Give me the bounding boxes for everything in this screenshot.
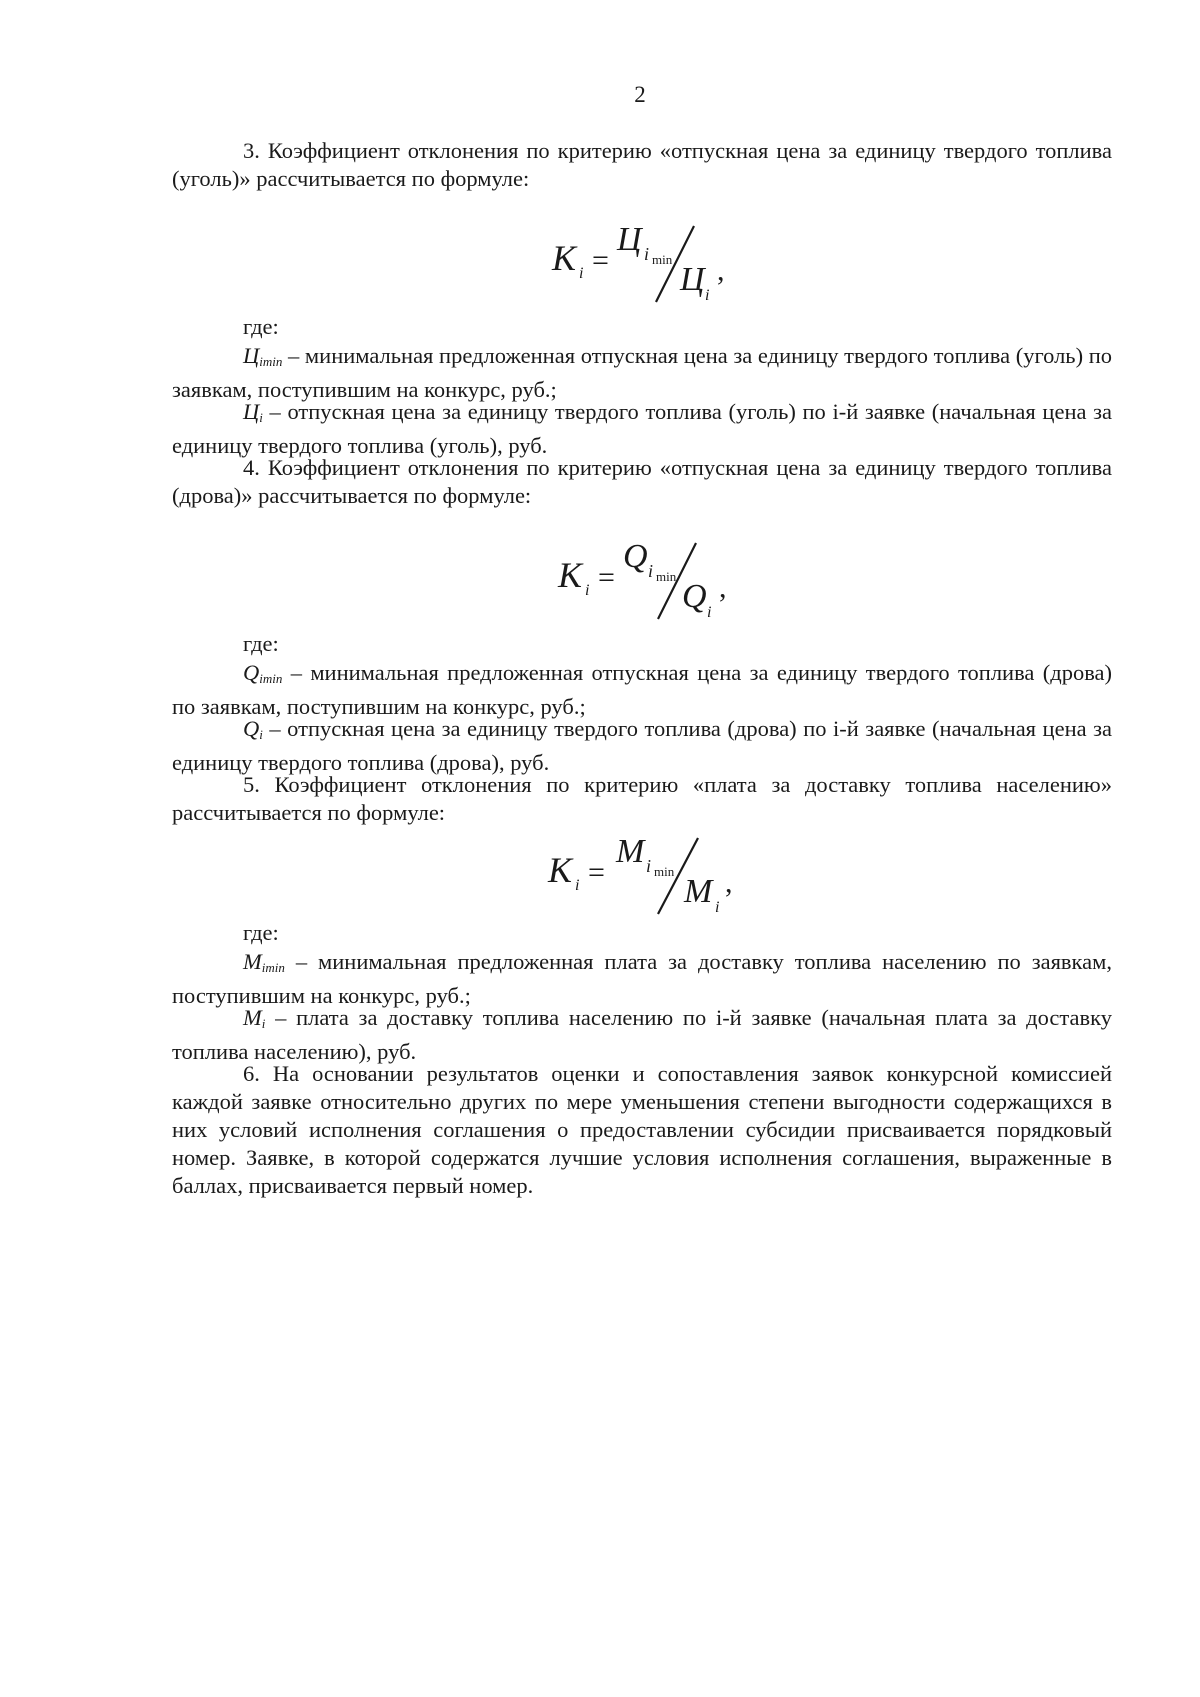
symbol: M [243, 1005, 262, 1030]
formula-lhs-sub: i [585, 582, 590, 599]
formula-lhs: К [552, 238, 576, 278]
item-5-def-2 [172, 1004, 1112, 1066]
symbol-sub: imin [259, 671, 283, 686]
page-number: 2 [634, 82, 646, 107]
formula-equals: = [598, 561, 615, 594]
formula-lhs: К [548, 850, 572, 890]
formula-denominator: Ц [680, 261, 705, 298]
symbol-sub: i [259, 410, 263, 425]
formula-num-sub: i [646, 856, 652, 876]
item-4-text: 4. Коэффициент отклонения по критерию «отпускная цена за единицу твердого топлива (дрова)» рассчитывается по формуле: [172, 455, 1112, 508]
symbol-sub: i [261, 1016, 266, 1031]
symbol-sub: i [259, 727, 263, 742]
formula-coal [552, 218, 752, 318]
definition-text: – минимальная предложенная отпускная цена за единицу твердого топлива (уголь) по заявкам, поступившим на конкурс, руб.; [172, 343, 1112, 402]
definition-text: – минимальная предложенная плата за доставку топлива населению по заявкам, поступившим на конкурс, руб.; [172, 949, 1112, 1008]
formula-numerator: Q [623, 538, 648, 575]
formula-den-sub: i [705, 287, 710, 304]
formula-equals: = [592, 244, 609, 277]
item-3-def-2 [172, 398, 1112, 460]
formula-numerator: Ц [617, 221, 642, 258]
definition-text: – минимальная предложенная отпускная цена за единицу твердого топлива (дрова) по заявкам, поступившим на конкурс, руб.; [172, 660, 1112, 719]
formula-lhs-sub: i [575, 877, 580, 894]
formula-delivery [548, 830, 758, 930]
symbol: Q [243, 660, 260, 685]
formula-wood [558, 535, 758, 635]
symbol: M [243, 949, 262, 974]
formula-den-sub: i [707, 604, 712, 621]
formula-comma: , [725, 866, 733, 899]
item-5-text: 5. Коэффициент отклонения по критерию «плата за доставку топлива населению» рассчитывается по формуле: [172, 772, 1112, 825]
formula-num-sub: i [644, 244, 650, 264]
formula-comma: , [719, 571, 727, 604]
formula-lhs-sub: i [579, 265, 584, 282]
symbol: Ц [243, 343, 260, 368]
formula-denominator: Q [682, 578, 707, 615]
item-4-def-2 [172, 715, 1112, 777]
formula-den-sub: i [715, 899, 720, 916]
item-6-section [172, 1060, 1112, 1200]
symbol: Ц [243, 399, 260, 424]
formula-denominator: M [684, 873, 713, 910]
where-label: где: [243, 920, 279, 945]
item-4-section [172, 454, 1112, 510]
definition-text: – плата за доставку топлива населению по i-й заявке (начальная плата за доставку топлива населению), руб. [172, 1005, 1112, 1064]
item-5-def-1 [172, 948, 1112, 1010]
formula-comma: , [717, 254, 725, 287]
item-5-section [172, 771, 1112, 827]
symbol-sub: imin [259, 354, 283, 369]
where-label: где: [243, 631, 279, 656]
item-3-section [172, 137, 1112, 193]
item-3-def-1 [172, 342, 1112, 404]
formula-num-sub: i [648, 561, 654, 581]
formula-num-subsub: min [656, 569, 677, 584]
definition-text: – отпускная цена за единицу твердого топлива (дрова) по i-й заявке (начальная цена за единицу твердого топлива (дрова), руб. [172, 716, 1112, 775]
formula-lhs: К [558, 555, 582, 595]
item-4-def-1 [172, 659, 1112, 721]
item-3-text: 3. Коэффициент отклонения по критерию «отпускная цена за единицу твердого топлива (уголь)» рассчитывается по формуле: [172, 138, 1112, 191]
formula-equals: = [588, 856, 605, 889]
definition-text: – отпускная цена за единицу твердого топлива (уголь) по i-й заявке (начальная цена за единицу твердого топлива (уголь), руб. [172, 399, 1112, 458]
symbol: Q [243, 716, 260, 741]
where-label: где: [243, 314, 279, 339]
formula-num-subsub: min [654, 864, 675, 879]
formula-num-subsub: min [652, 252, 673, 267]
formula-numerator: M [616, 833, 645, 870]
symbol-sub: imin [261, 960, 285, 975]
item-6-text: 6. На основании результатов оценки и сопоставления заявок конкурсной комиссией каждой заявке относительно других по мере уменьшения степени выгодности содержащихся в них условий исполнения соглашения о предоставлении субсидии присваивается порядковый номер. Заявке, в которой содержатся лучшие условия исполнения соглашения, выраженные в баллах, присваивается первый номер. [172, 1061, 1112, 1198]
